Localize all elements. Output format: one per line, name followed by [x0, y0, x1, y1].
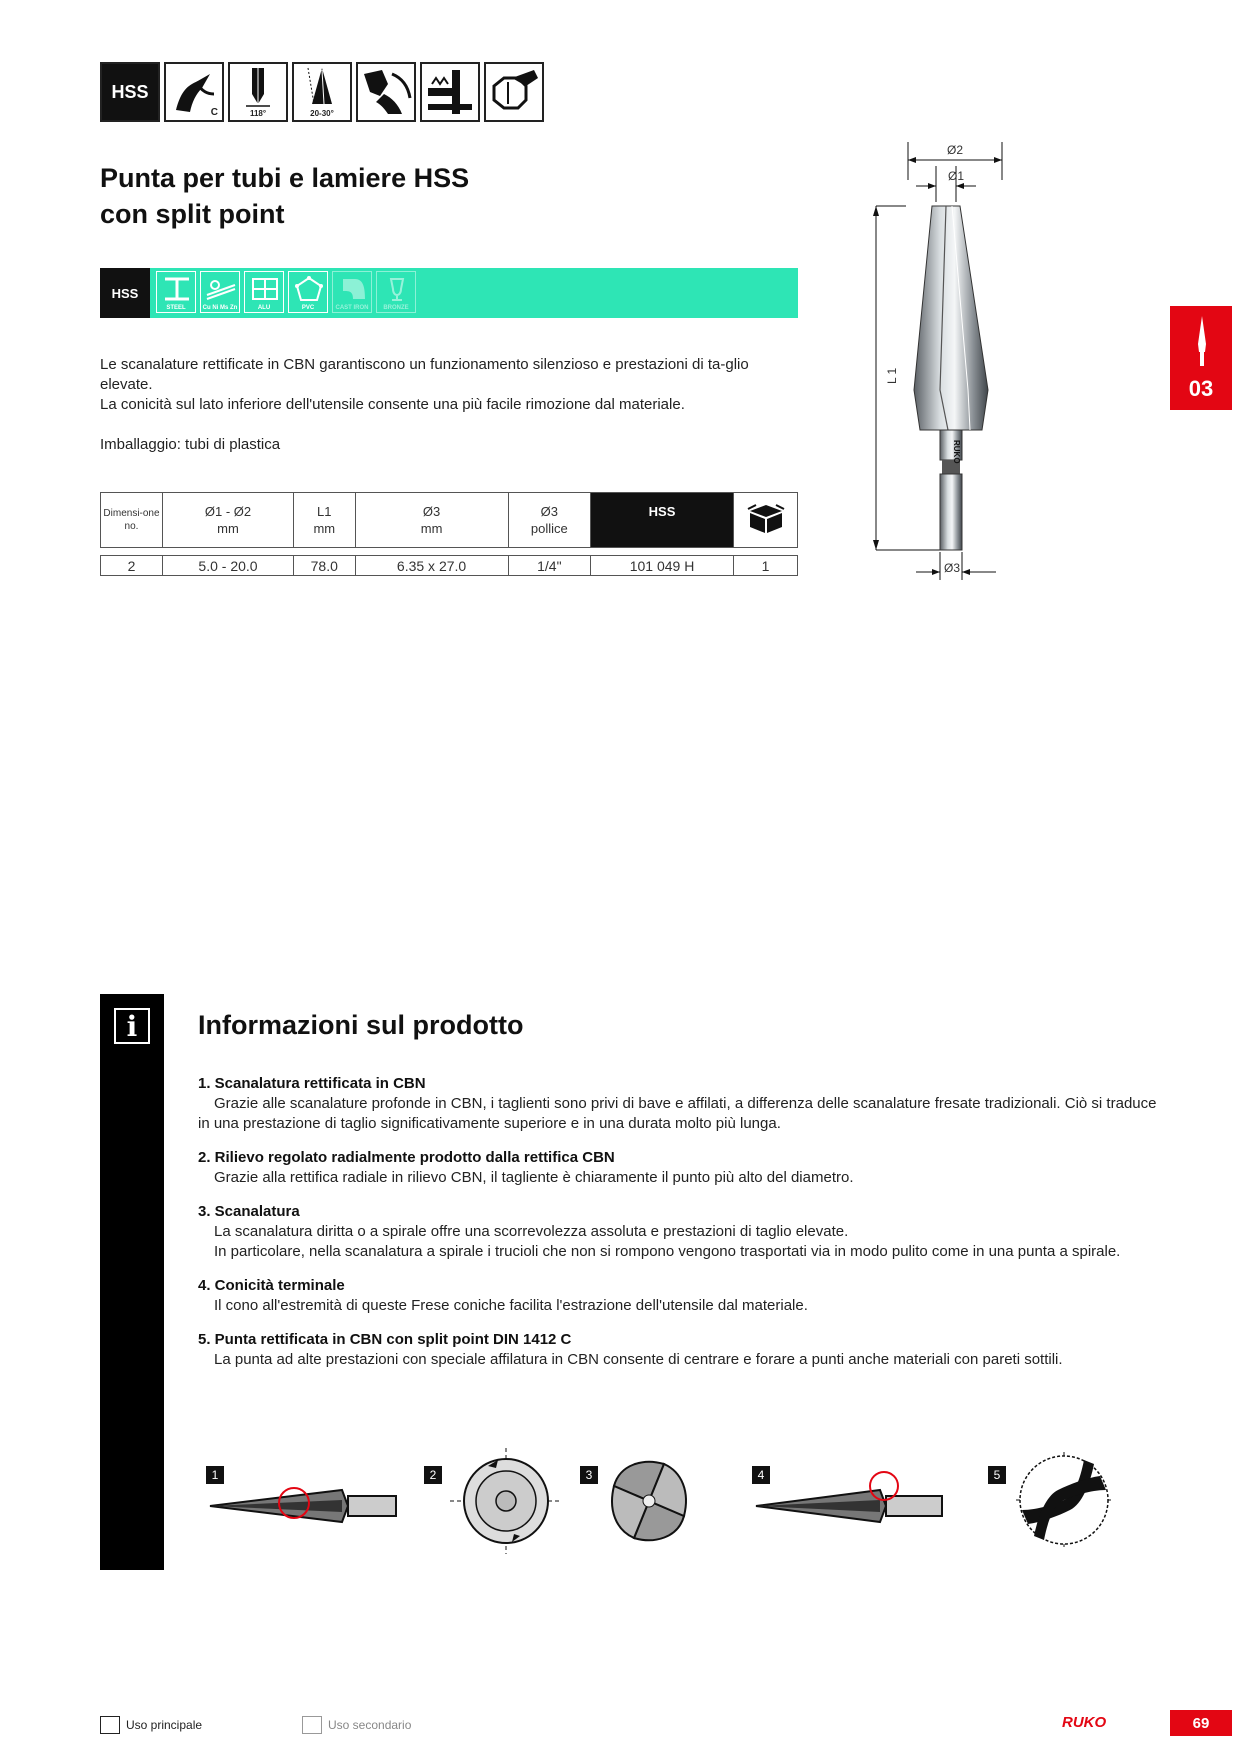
clamping-icon: [420, 62, 480, 122]
footer-primary-use: Uso principale: [100, 1716, 202, 1734]
application-icons: [100, 62, 544, 122]
secondary-use-icon: [302, 1716, 322, 1734]
info-item: 4. Conicità terminale Il cono all'estremità di queste Frese coniche facilita l'estrazione dell'utensile dal materiale.: [198, 1277, 808, 1314]
hss-badge: HSS: [100, 62, 160, 122]
material-bronze: BRONZE: [376, 271, 416, 313]
cell-d3-inch: 1/4": [508, 556, 590, 576]
header-d3-inch: Ø3 pollice: [508, 493, 590, 548]
header-package: [734, 493, 798, 548]
box-icon: [746, 501, 786, 535]
info-item: 3. Scanalatura La scanalatura diritta o a spirale offre una scorrevolezza assoluta e prestazioni di taglio elevate. In particolare, nella scanalatura a spirale i trucioli che non si rompono vengono trasportati via in modo pulito come in una punta a spirale.: [198, 1203, 1121, 1260]
material-band: [100, 268, 798, 318]
info-icon: i: [114, 1008, 150, 1044]
header-dimension: Dimensi-one no.: [101, 493, 163, 548]
brand-engraving: RUKO: [952, 440, 961, 464]
figure-end-taper: [752, 1470, 952, 1540]
cell-l1: 78.0: [294, 556, 356, 576]
header-d3-mm: Ø3 mm: [355, 493, 508, 548]
header-d1-d2: Ø1 - Ø2 mm: [163, 493, 294, 548]
spec-table: [100, 492, 798, 576]
info-item: 5. Punta rettificata in CBN con split point DIN 1412 C La punta ad alte prestazioni con speciale affilatura in CBN consente di centrare e forare a punti anche materiali con pareti sottili.: [198, 1331, 1063, 1368]
figure-number: 5: [988, 1466, 1006, 1484]
cone-angle-icon: 20-30°: [292, 62, 352, 122]
cell-article-code: 101 049 H: [591, 556, 734, 576]
header-l1: L1 mm: [294, 493, 356, 548]
table-header-row: [101, 493, 798, 548]
info-item: 2. Rilievo regolato radialmente prodotto dalla rettifica CBN Grazie alla rettifica radiale in rilievo CBN, il tagliente è chiaramente il punto più alto del diametro.: [198, 1149, 854, 1186]
figure-number: 2: [424, 1466, 442, 1484]
figure-flute: [604, 1456, 694, 1546]
cell-quantity: 1: [734, 556, 798, 576]
figure-number: 1: [206, 1466, 224, 1484]
info-title: Informazioni sul prodotto: [198, 1010, 524, 1040]
drill-technical-drawing: [860, 140, 1020, 600]
table-row: [101, 556, 798, 576]
figure-split-point: [1014, 1450, 1114, 1550]
step-drill-icon: [1192, 314, 1212, 370]
packaging-text: Imballaggio: tubi di plastica: [100, 436, 281, 453]
label-d1: Ø1: [947, 169, 965, 183]
material-pvc: PVC: [288, 271, 328, 313]
info-sidebar: [100, 994, 164, 1570]
label-d2: Ø2: [946, 143, 964, 157]
cutting-direction-icon: C: [164, 62, 224, 122]
page-title: Punta per tubi e lamiere HSS con split point: [100, 163, 470, 229]
material-steel: STEEL: [156, 271, 196, 313]
info-item: 1. Scanalatura rettificata in CBN Grazie alle scanalature profonde in CBN, i taglienti sono privi di bave e affilati, a differenza delle scanalature fresate tradizionali. Ciò si traduce in una prestazione di taglio significativamente superiore e in una durata molto più lunga.: [198, 1075, 1157, 1132]
material-nonferrous: Cu Ni Ms Zn: [200, 271, 240, 313]
point-angle-icon: 118°: [228, 62, 288, 122]
hss-badge: HSS: [100, 268, 150, 318]
label-d3: Ø3: [943, 561, 961, 575]
chapter-tab[interactable]: 03: [1170, 306, 1232, 410]
cell-dimension: 2: [101, 556, 163, 576]
page-number: 69: [1170, 1710, 1232, 1736]
figure-number: 4: [752, 1466, 770, 1484]
footer-secondary-use: Uso secondario: [302, 1716, 411, 1734]
deburring-icon: [356, 62, 416, 122]
cell-d3-mm: 6.35 x 27.0: [355, 556, 508, 576]
figure-number: 3: [580, 1466, 598, 1484]
label-l1: L 1: [885, 367, 899, 384]
figure-radial-relief: [448, 1446, 564, 1556]
material-alu: ALU: [244, 271, 284, 313]
figure-cbn-groove: [206, 1470, 406, 1540]
info-list: [198, 1074, 1158, 1384]
cell-d1-d2: 5.0 - 20.0: [163, 556, 294, 576]
header-hss: HSS: [591, 493, 734, 548]
material-cast-iron: CAST IRON: [332, 271, 372, 313]
product-description: Le scanalature rettificate in CBN garantiscono un funzionamento silenzioso e prestazioni di ta-glio elevate. La conicità sul lato inferiore dell'utensile consente una più facile rimozione dal materiale.: [100, 356, 749, 413]
hex-shank-icon: [484, 62, 544, 122]
brand-logo: RUKO: [1062, 1714, 1107, 1731]
primary-use-icon: [100, 1716, 120, 1734]
